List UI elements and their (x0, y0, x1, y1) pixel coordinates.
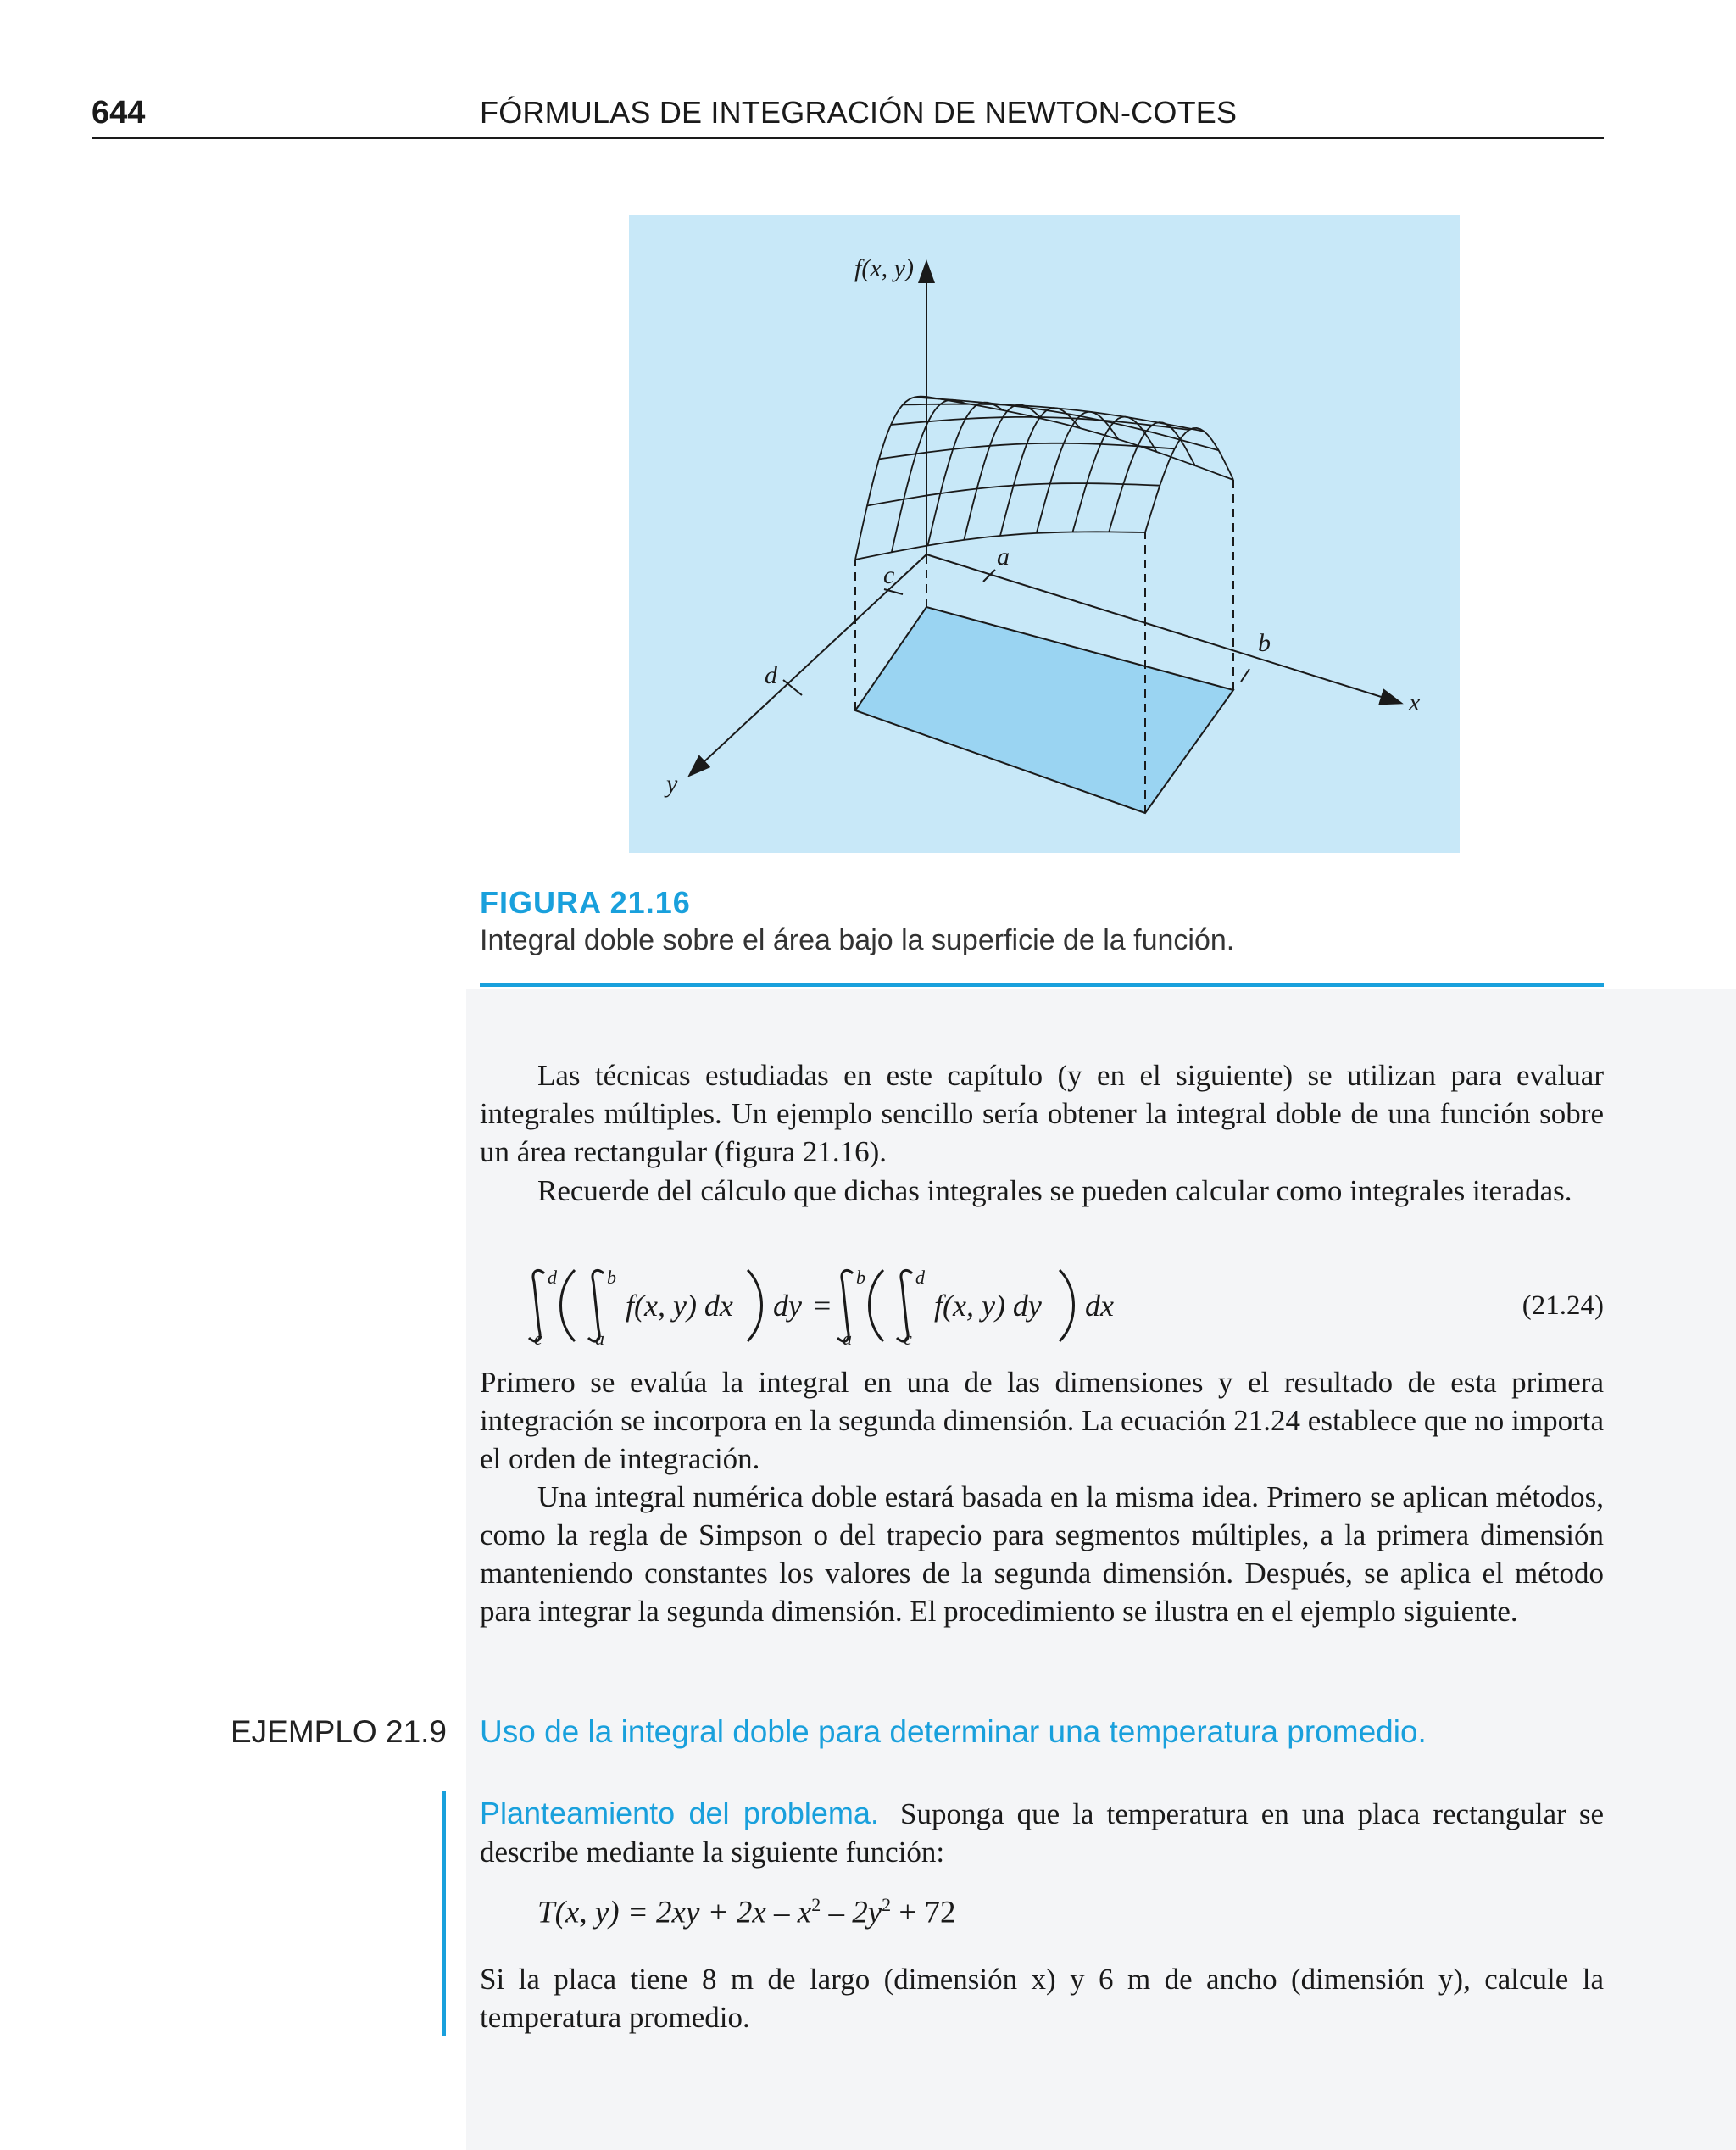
tick-b (1241, 669, 1249, 682)
svg-text:c: c (534, 1328, 542, 1348)
paragraph-1: Las técnicas estudiadas en este capítulo (y en el siguiente) se utilizan para evaluar integrales múltiples. Un ejemplo sencillo sería obtener la integral doble de una función sobre un área rectangular (figura 21.16). (480, 1059, 1604, 1168)
mesh-line (855, 397, 926, 560)
tick-d (783, 680, 802, 695)
svg-text:c: c (904, 1328, 912, 1348)
caption-rule (480, 983, 1604, 987)
equation-number: (21.24) (1522, 1290, 1604, 1321)
paragraph-4: Una integral numérica doble estará basada en la misma idea. Primero se aplican métodos, como la regla de Simpson o del trapecio para segmentos múltiples, a la primera dimensión manteniendo constantes los valores de la segunda dimensión. Después, se aplica el método para integrar la segunda dimensión. El procedimiento se ilustra en el ejemplo siguiente. (480, 1480, 1604, 1628)
figure-title: FIGURA 21.16 (480, 885, 691, 920)
iterated-integral (526, 1263, 1441, 1348)
example-title: Uso de la integral doble para determinar una temperatura promedio. (480, 1714, 1427, 1749)
mesh-line (915, 398, 1219, 451)
mesh-line (964, 404, 1042, 540)
svg-text:a: a (595, 1328, 604, 1348)
tick-label-a: a (997, 543, 1010, 571)
equation-21-24 (526, 1263, 1604, 1348)
example-label: EJEMPLO 21.9 (231, 1714, 448, 1749)
svg-text:a: a (843, 1328, 852, 1348)
mesh-line (1000, 408, 1080, 536)
right-paren (748, 1270, 762, 1341)
problem-heading: Planteamiento del problema. (480, 1796, 879, 1830)
x-axis-label: x (1409, 688, 1421, 716)
svg-text:dy: dy (773, 1289, 802, 1323)
left-paren (870, 1270, 884, 1341)
right-paren (1060, 1270, 1074, 1341)
svg-text:=: = (814, 1289, 832, 1323)
problem-text: Suponga que la temperatura en una placa rectangular se describe mediante la siguiente función: (480, 1797, 1604, 1869)
svg-text:b: b (856, 1267, 865, 1288)
header-rule (92, 137, 1604, 139)
paragraph-2: Recuerde del cálculo que dichas integrales se pueden calcular como integrales iteradas. (537, 1174, 1572, 1207)
running-head: FÓRMULAS DE INTEGRACIÓN DE NEWTON-COTES (480, 95, 1238, 130)
closing-paragraph: Si la placa tiene 8 m de largo (dimensión x) y 6 m de ancho (dimensión y), calcule la temperatura promedio. (480, 1963, 1604, 2034)
tick-label-b: b (1258, 629, 1271, 657)
mesh-line (1145, 428, 1233, 532)
tick-label-d: d (765, 661, 777, 689)
svg-text:f(x, y) dy: f(x, y) dy (934, 1289, 1042, 1323)
temperature-equation: T(x, $y) = 2xy + 2x - x^2 - 2y^2 + 72$ (537, 1894, 956, 1930)
y-axis-label: y (666, 770, 678, 798)
svg-text:dx: dx (1085, 1289, 1114, 1323)
figure-double-integral (629, 215, 1460, 853)
surface-mesh (855, 397, 1233, 560)
svg-text:f(x, y) dx: f(x, y) dx (626, 1289, 733, 1323)
mesh-line (928, 403, 1004, 546)
integration-region (855, 607, 1233, 813)
svg-text:d: d (548, 1267, 557, 1288)
svg-text:d: d (915, 1267, 925, 1288)
mesh-line (892, 400, 965, 553)
paragraph-3: Primero se evalúa la integral en una de las dimensiones y el resultado de esta primera integración se incorpora en la segunda dimensión. La ecuación 21.24 establece que no importa el orden de integración. (480, 1366, 1604, 1475)
problem-statement (480, 1794, 1604, 1871)
example-accent-bar (442, 1791, 446, 2036)
page-number: 644 (92, 95, 146, 131)
surface-diagram (629, 215, 1460, 853)
left-paren (561, 1270, 576, 1341)
mesh-line (1109, 422, 1195, 532)
svg-text:b: b (607, 1267, 616, 1288)
figure-caption: Integral doble sobre el área bajo la superficie de la función. (480, 924, 1235, 956)
z-axis-label: f(x, y) (854, 254, 914, 282)
tick-label-c: c (883, 561, 895, 589)
